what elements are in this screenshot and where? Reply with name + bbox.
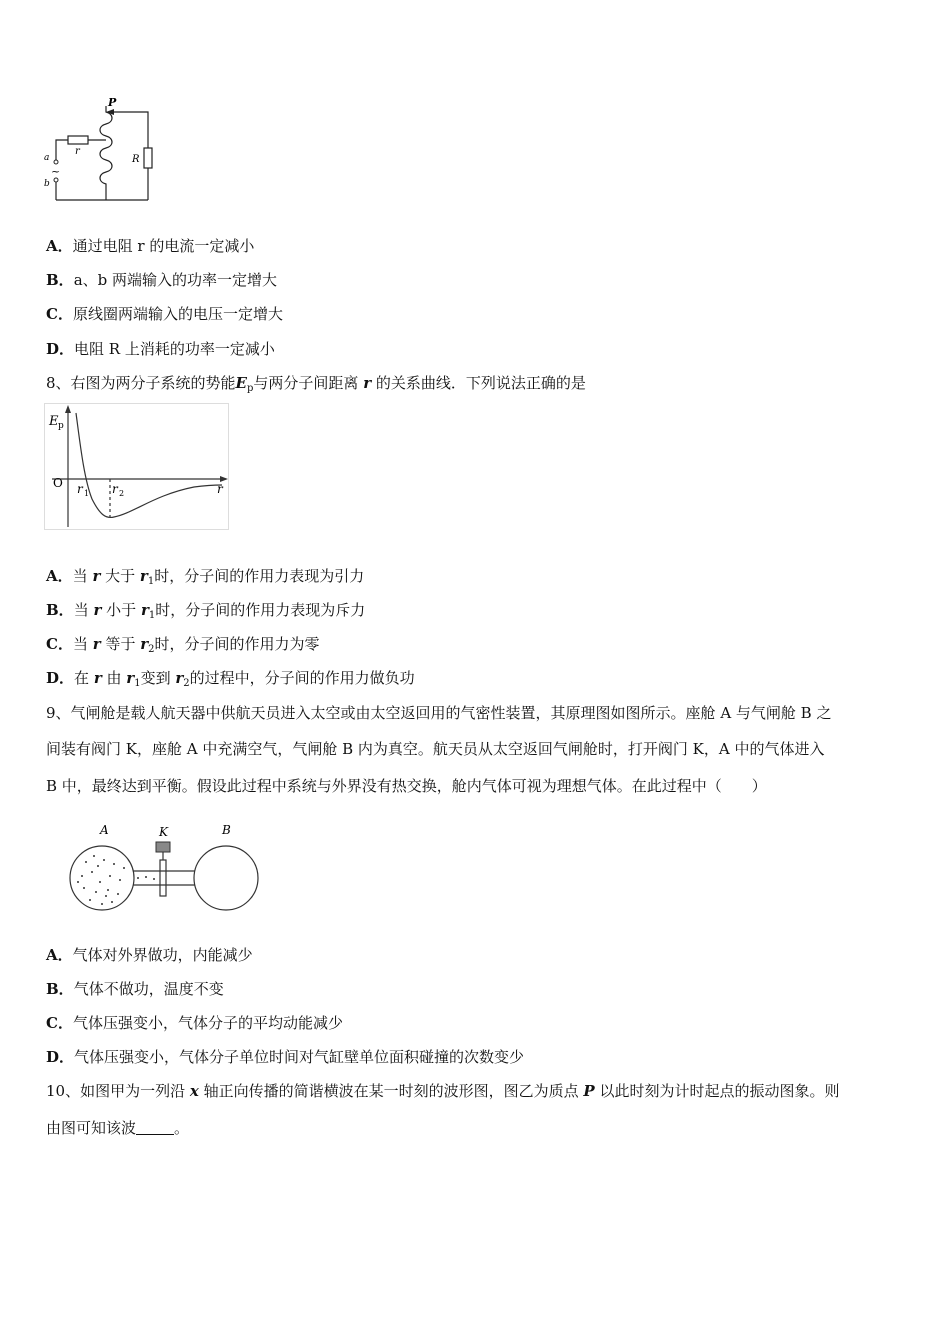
q8-option-d: D．在 r 由 $r_1$变到 $r_2$的过程中，分子间的作用力做负功 — [46, 669, 415, 689]
q7-option-b: B．a、b 两端输入的功率一定增大 — [46, 271, 278, 289]
circuit-label-r: r — [75, 146, 80, 157]
airlock-label-B: B — [222, 823, 231, 837]
q9-option-c: C．气体压强变小，气体分子的平均动能减少 — [46, 1014, 343, 1032]
pe-xlabel: r — [217, 482, 223, 496]
q8-option-a: A．当 r 大于 $r_1$时，分子间的作用力表现为引力 — [46, 567, 365, 587]
q9-stem-line3: B 中，最终达到平衡。假设此过程中系统与外界没有热交换，舱内气体可视为理想气体。在此过程中（ ） — [46, 777, 767, 795]
q9-stem-line1: 9、气闸舱是载人航天器中供航天员进入太空或由太空返回用的气密性装置，其原理图如图所示。座舱 A 与气闸舱 B 之 — [46, 704, 832, 722]
pe-r1: r — [77, 482, 83, 496]
q10-stem-line1: 10、如图甲为一列沿 x 轴正向传播的简谐横波在某一时刻的波形图，图乙为质点 P 以此时刻为计时起点的振动图象。则 — [46, 1082, 840, 1100]
q7-option-a: A．通过电阻 r 的电流一定减小 — [46, 237, 255, 255]
circuit-label-a: a — [44, 153, 50, 163]
potential-energy-figure — [44, 403, 230, 531]
pe-r2: r — [112, 482, 118, 496]
q8-option-c: C．当 r 等于 $r_2$时，分子间的作用力为零 — [46, 635, 320, 655]
circuit-label-b: b — [44, 179, 50, 189]
airlock-label-A: A — [100, 823, 109, 837]
airlock-figure — [64, 822, 264, 918]
pe-ylabel: E — [49, 414, 59, 429]
circuit-label-P: P — [108, 96, 117, 109]
q10-stem-line2: 由图可知该波 。 — [46, 1119, 190, 1137]
pe-origin: O — [53, 476, 63, 490]
pe-ylabel-sub: p — [58, 421, 64, 431]
q9-stem-line2: 间装有阀门 K，座舱 A 中充满空气，气闸舱 B 内为真空。航天员从太空返回气闸舱时，打开阀门 K，A 中的气体进入 — [46, 740, 825, 758]
airlock-label-K: K — [159, 825, 168, 839]
q9-option-d: D．气体压强变小，气体分子单位时间对气缸壁单位面积碰撞的次数变少 — [46, 1048, 525, 1066]
q7-option-d: D．电阻 R 上消耗的功率一定减小 — [46, 340, 275, 358]
q8-option-b: B．当 r 小于 $r_1$时，分子间的作用力表现为斥力 — [46, 601, 366, 621]
q8-stem: 8、右图为两分子系统的势能$E_p$与两分子间距离 r 的关系曲线．下列说法正确的是 — [46, 374, 586, 394]
pe-r1-sub: 1 — [84, 489, 90, 498]
answer-blank[interactable] — [136, 1120, 174, 1135]
circuit-label-ac: ~ — [51, 165, 61, 178]
q9-option-a: A．气体对外界做功，内能减少 — [46, 946, 253, 964]
circuit-figure — [40, 96, 160, 206]
q7-option-c: C．原线圈两端输入的电压一定增大 — [46, 305, 283, 323]
circuit-label-R: R — [132, 154, 140, 165]
q9-option-b: B．气体不做功，温度不变 — [46, 980, 224, 998]
pe-r2-sub: 2 — [119, 489, 125, 498]
